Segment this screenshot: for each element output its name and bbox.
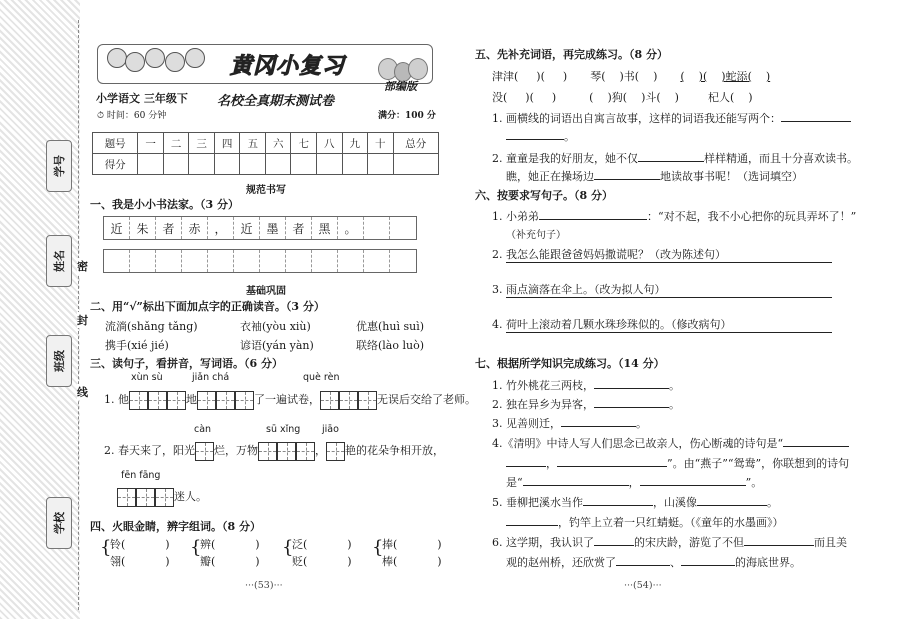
answer-blank[interactable] [539, 208, 647, 220]
grade: 三年级下 [143, 92, 188, 105]
subject: 小学语文 [96, 92, 140, 105]
q4-char: ) [437, 538, 442, 551]
q7-sub-5: 5. 垂柳把溪水当作 ，山溪像 。 [492, 496, 778, 509]
brace-icon: { [190, 537, 202, 558]
writing-cell[interactable] [286, 250, 312, 272]
score-input-cell[interactable] [214, 154, 240, 175]
tian-box[interactable] [136, 488, 155, 507]
q5-sub-2-cont [506, 168, 803, 184]
kid-illustration [107, 48, 127, 68]
copy-char: 。 [338, 217, 364, 239]
writing-cell[interactable] [208, 250, 234, 272]
pinyin: fēn fāng [121, 470, 161, 481]
q5-title: 五、先补充词语，再完成练习。（8 分） [475, 48, 668, 61]
idiom-fragment: 杞人 [707, 91, 730, 104]
q3-sentence-1 [104, 389, 476, 411]
q7-text: 6. 这学期，我认识了 [492, 536, 594, 549]
q4-char: 泛( [292, 538, 308, 551]
copy-char: 者 [156, 217, 182, 239]
q7-text: 1. 竹外桃花三两枝， [492, 379, 594, 392]
q7-sub-4-cont2: 是“ ， ”。 [506, 476, 763, 489]
score-input-cell[interactable] [138, 154, 164, 175]
writing-cell[interactable] [312, 250, 338, 272]
page-number-left: ···(53)··· [245, 580, 283, 591]
answer-blank[interactable] [681, 554, 735, 566]
idiom-fragment: 津津 [492, 70, 514, 83]
q4-char: ) [255, 555, 260, 568]
class-box [46, 335, 72, 387]
q5-row-1: 津津( )( ) 琴( )书( ) ( )( )蛇添( ) [492, 70, 771, 83]
answer-blank[interactable] [594, 396, 669, 408]
q7-text: 而且美 [814, 536, 847, 549]
tian-box[interactable] [195, 442, 214, 461]
exam-title: 名校全真期末测试卷 [217, 94, 335, 109]
table-cell: 四 [214, 133, 240, 154]
q7-title: 七、根据所学知识完成练习。（14 分） [475, 357, 665, 370]
q5-sub-1-text: 1. 画横线的词语出自寓言故事，这样的词语我还能写两个： [492, 112, 781, 125]
q4-char: 棒( [382, 555, 398, 568]
q4-char: ) [165, 538, 170, 551]
sentence-text: 迷人。 [174, 490, 207, 503]
q3-sentence-3 [117, 486, 207, 508]
subject-grade [96, 90, 188, 106]
q7-text: 的宋庆龄，游览了不但 [634, 536, 744, 549]
q7-text: 2. 独在异乡为异客， [492, 398, 594, 411]
q4-char: 翎( [110, 555, 126, 568]
score-input-cell[interactable] [240, 154, 266, 175]
tian-box[interactable] [216, 391, 235, 410]
q4-char: ) [347, 538, 352, 551]
answer-blank[interactable] [781, 110, 851, 122]
sentence-text: 地 [186, 393, 197, 406]
q7-text: ，山溪像 [653, 496, 697, 509]
q4-char: 贬( [292, 555, 308, 568]
q4-char: ) [437, 555, 442, 568]
copy-writing-grid[interactable] [103, 249, 417, 273]
answer-blank[interactable] [616, 554, 670, 566]
score-input-cell[interactable] [163, 154, 189, 175]
tian-box[interactable] [155, 488, 174, 507]
tian-box[interactable] [117, 488, 136, 507]
idiom-fragment: 蛇添 [725, 70, 748, 83]
tian-box[interactable] [197, 391, 216, 410]
idiom-underlined[interactable]: ( )( )蛇添( ) [680, 70, 771, 83]
sentence-text: 1. 他 [104, 393, 129, 406]
q2-item[interactable]: 联络(lào luò) [356, 339, 425, 352]
score-table-score-row [93, 154, 439, 175]
pinyin: sū xǐng [266, 424, 301, 435]
table-cell: 五 [240, 133, 266, 154]
answer-line[interactable] [506, 262, 832, 263]
section-title-writing: 规范书写 [246, 185, 286, 196]
q5-sub-1 [492, 110, 851, 126]
tian-box[interactable] [358, 391, 377, 410]
q5-sub-2-text: 2. 童童是我的好朋友，她不仅 [492, 152, 638, 165]
kid-illustration [165, 52, 185, 72]
writing-cell[interactable] [390, 250, 416, 272]
kid-illustration [185, 48, 205, 68]
copy-char: ， [208, 217, 234, 239]
q7-sub-3: 3. 见善则迁， 。 [492, 417, 647, 430]
seal-char-xian: 线 [77, 386, 88, 399]
q2-item[interactable]: 谚语(yán yàn) [240, 339, 314, 352]
q6-sub-4: 4. 荷叶上滚动着几颗水珠珍珠似的。（修改病句） [492, 318, 732, 331]
q7-text: 。由“燕子”“鸳鸯”，你联想到的诗句 [672, 457, 850, 470]
q7-sub-4 [492, 435, 849, 451]
q6-sub-2: 2. 我怎么能跟爸爸妈妈撒谎呢？（改为陈述句） [492, 248, 726, 261]
q1-title: 一、我是小小书法家。（3 分） [90, 198, 239, 211]
pinyin: jiǎn chá [192, 372, 230, 383]
tian-box[interactable] [326, 442, 345, 461]
idiom-fragment: 没 [492, 91, 503, 104]
clock-icon: ⏱ [97, 111, 105, 121]
score-input-cell[interactable] [393, 154, 438, 175]
table-cell: 六 [265, 133, 291, 154]
q7-sub-1: 1. 竹外桃花三两枝， 。 [492, 379, 680, 392]
q4-title: 四、火眼金睛，辨字组词。（8 分） [90, 520, 261, 533]
copy-char: 者 [286, 217, 312, 239]
time-limit [97, 108, 166, 121]
copy-char: 黑 [312, 217, 338, 239]
tian-box[interactable] [167, 391, 186, 410]
pinyin: què rèn [303, 372, 340, 383]
q7-sub-2: 2. 独在异乡为异客， 。 [492, 398, 680, 411]
writing-cell[interactable] [130, 250, 156, 272]
q4-char: 铃( [110, 538, 126, 551]
q5-row-2: 没( )( ) ( )狗( )斗( ) 杞人( ) [492, 91, 753, 104]
copy-char: 墨 [260, 217, 286, 239]
copy-char: 近 [104, 217, 130, 239]
table-cell: 三 [189, 133, 215, 154]
kid-illustration [125, 52, 145, 72]
q5-sub-2-text: 瞧，她正在操场边 [506, 170, 594, 183]
answer-blank[interactable] [594, 377, 669, 389]
answer-blank[interactable] [557, 455, 667, 467]
seal-char-mi: 密 [77, 260, 88, 273]
score-input-cell[interactable] [316, 154, 342, 175]
answer-blank[interactable] [583, 494, 653, 506]
writing-cell[interactable] [234, 250, 260, 272]
writing-cell[interactable] [364, 250, 390, 272]
q7-sub-4-cont: ， ”。由“燕子”“鸳鸯”，你联想到的诗句 [506, 455, 849, 471]
answer-blank[interactable] [506, 455, 546, 467]
tian-box[interactable] [129, 391, 148, 410]
tian-box[interactable] [320, 391, 339, 410]
q5-sub-2 [492, 150, 858, 166]
tian-box[interactable] [258, 442, 277, 461]
writing-cell[interactable] [338, 250, 364, 272]
answer-blank[interactable] [561, 415, 636, 427]
q6-sub-3: 3. 雨点滴落在伞上。（改为拟人句） [492, 283, 666, 296]
q4-pair-4 [372, 536, 442, 570]
school-label: 学校 [53, 512, 66, 534]
balloon-illustration [408, 58, 428, 80]
q6-sub-1 [492, 208, 856, 224]
q4-char: ) [347, 555, 352, 568]
q7-text: 3. 见善则迁， [492, 417, 561, 430]
table-cell: 总分 [393, 133, 438, 154]
q5-sub-1-cont: 。 [506, 128, 575, 144]
answer-blank[interactable] [744, 534, 814, 546]
q5-sub-2-text: 样样精通，而且十分喜欢读书。 [704, 152, 858, 165]
copy-char: 赤 [182, 217, 208, 239]
q4-pair-1 [100, 536, 170, 570]
q4-char: ) [165, 555, 170, 568]
q7-text: 是“ [506, 476, 523, 489]
answer-line[interactable] [506, 332, 832, 333]
tian-box[interactable] [235, 391, 254, 410]
pinyin: jiāo [322, 424, 339, 435]
q2-item[interactable]: 优惠(huì suì) [356, 320, 425, 333]
table-cell: 十 [368, 133, 394, 154]
sentence-text: 艳的花朵争相开放， [345, 444, 444, 457]
sentence-text: 无误后交给了老师。 [377, 393, 476, 406]
q6-text: ：“对不起，我不小心把你的玩具弄坏了！” [647, 210, 857, 223]
name-label: 姓名 [53, 250, 66, 272]
q2-item[interactable]: 衣袖(yòu xiù) [240, 320, 311, 333]
tian-box[interactable] [296, 442, 315, 461]
q7-sub-5-cont [506, 514, 784, 530]
q4-pair-3 [282, 536, 352, 570]
name-box [46, 235, 72, 287]
idiom-fragment: 书 [623, 70, 635, 83]
q7-text: 4.《清明》中诗人写人们思念已故亲人，伤心断魂的诗句是“ [492, 437, 784, 450]
q7-text: 的海底世界。 [735, 556, 801, 569]
table-cell: 二 [163, 133, 189, 154]
brace-icon: { [100, 537, 112, 558]
score-input-cell[interactable] [265, 154, 291, 175]
student-number-label: 学号 [53, 155, 66, 177]
kid-illustration [145, 48, 165, 68]
score-input-cell[interactable] [368, 154, 394, 175]
time-text: 时间：60 分钟 [106, 111, 167, 121]
answer-blank[interactable] [783, 435, 849, 447]
q4-char: ) [255, 538, 260, 551]
table-cell: 九 [342, 133, 368, 154]
q3-sentence-2 [104, 440, 444, 462]
copy-char-empty [390, 217, 416, 239]
sentence-text: ， [315, 444, 326, 457]
q7-text: 观的赵州桥，还欣赏了 [506, 556, 616, 569]
writing-cell[interactable] [104, 250, 130, 272]
copy-char-empty [364, 217, 390, 239]
answer-line[interactable] [506, 297, 832, 298]
table-cell: 一 [138, 133, 164, 154]
q2-item[interactable]: 流淌(shǎng tǎng) [105, 320, 198, 333]
page-number-value: 53 [257, 580, 270, 591]
score-table-header-row [93, 133, 439, 154]
section-title-basics: 基础巩固 [246, 286, 286, 297]
copy-char: 近 [234, 217, 260, 239]
q4-char: 瓣( [200, 555, 216, 568]
table-cell: 八 [316, 133, 342, 154]
q3-title: 三、读句子，看拼音，写词语。（6 分） [90, 357, 283, 370]
answer-blank[interactable] [697, 494, 767, 506]
sentence-text: 烂，万物 [214, 444, 258, 457]
school-box [46, 497, 72, 549]
q4-pair-2 [190, 536, 260, 570]
q6-sub-1-note: （补充句子） [506, 230, 566, 241]
answer-blank[interactable] [506, 514, 558, 526]
page-number-value: 54 [636, 580, 649, 591]
answer-blank[interactable] [594, 534, 634, 546]
copy-grid [103, 216, 417, 240]
q4-char: 辨( [200, 538, 216, 551]
tian-box[interactable] [277, 442, 296, 461]
idiom-fragment: 琴 [590, 70, 602, 83]
writing-cell[interactable] [156, 250, 182, 272]
q2-title: 二、用“√”标出下面加点字的正确读音。（3 分） [90, 300, 325, 313]
idiom-fragment: 斗 [645, 91, 657, 104]
q7-sub-6-cont: 观的赵州桥，还欣赏了 、 的海底世界。 [506, 556, 801, 569]
page-number-right: ···(54)··· [624, 580, 662, 591]
sentence-text: 2. 春天来了，阳光 [104, 444, 195, 457]
score-input-cell[interactable] [342, 154, 368, 175]
q7-sub-6 [492, 534, 847, 550]
q7-text: 5. 垂柳把溪水当作 [492, 496, 583, 509]
score-input-cell[interactable] [189, 154, 215, 175]
table-cell: 题号 [93, 133, 138, 154]
score-table [92, 132, 439, 175]
brace-icon: { [372, 537, 384, 558]
full-score: 满分：100 分 [378, 111, 436, 121]
pinyin: xùn sù [131, 372, 163, 383]
student-number-box [46, 140, 72, 192]
answer-blank[interactable] [523, 474, 629, 486]
answer-blank[interactable] [594, 168, 660, 180]
tian-box[interactable] [148, 391, 167, 410]
idiom-fragment: 狗 [611, 91, 623, 104]
answer-blank[interactable] [638, 150, 704, 162]
answer-blank[interactable] [640, 474, 746, 486]
class-label: 班级 [53, 350, 66, 372]
edition-label: 部编版 [384, 80, 417, 93]
writing-cell[interactable] [182, 250, 208, 272]
q6-title: 六、按要求写句子。（8 分） [475, 189, 613, 202]
table-cell: 七 [291, 133, 317, 154]
q2-item[interactable]: 携手(xié jié) [105, 339, 169, 352]
pinyin: càn [194, 424, 212, 435]
sentence-text: 了一遍试卷， [254, 393, 320, 406]
score-input-cell[interactable] [291, 154, 317, 175]
brace-icon: { [282, 537, 294, 558]
tian-box[interactable] [339, 391, 358, 410]
q4-char: 捧( [382, 538, 398, 551]
table-cell: 得分 [93, 154, 138, 175]
series-title: 黄冈小复习 [230, 54, 346, 79]
q6-text: 1. 小弟弟 [492, 210, 539, 223]
seal-char-feng: 封 [77, 314, 88, 327]
q7-text: ，钓竿上立着一只红蜻蜓。（《童年的水墨画》） [558, 516, 784, 529]
q5-sub-2-text: 地读故事书呢！（选词填空） [660, 170, 803, 183]
writing-cell[interactable] [260, 250, 286, 272]
copy-char: 朱 [130, 217, 156, 239]
answer-blank[interactable] [506, 128, 564, 140]
